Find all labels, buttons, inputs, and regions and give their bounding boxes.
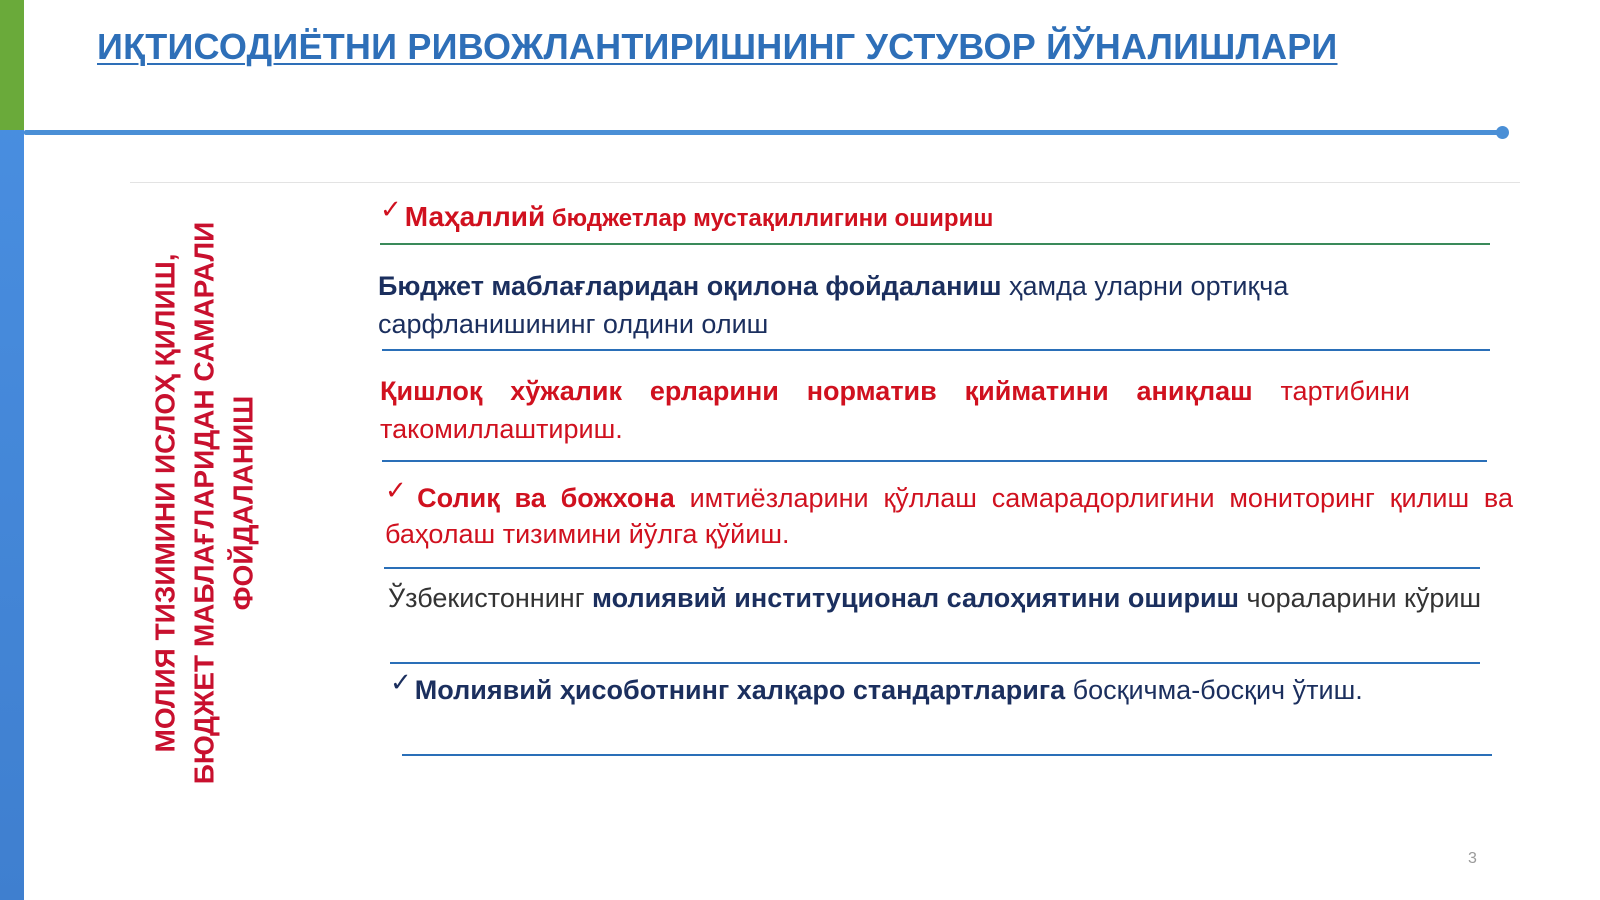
item-4-text: имтиёзларини қўллаш самарадорлигини мониторинг қилиш ва баҳолаш тизимини йўлга қўйиш.: [385, 483, 1513, 549]
priority-item-6: [390, 667, 1490, 709]
item-6-bold: Молиявий ҳисоботнинг халқаро стандартларига: [414, 675, 1066, 705]
separator-3: [382, 460, 1487, 462]
priority-item-3: [380, 372, 1410, 448]
side-heading: МОЛИЯ ТИЗИМИНИ ИСЛОҲ ҚИЛИШ, БЮДЖЕТ МАБЛАҒЛАРИДАН САМАРАЛИ ФОЙДАЛАНИШ: [149, 221, 259, 785]
priority-item-2: [378, 267, 1438, 343]
side-heading-box: [148, 213, 260, 793]
item-1-text: бюджетлар мустақиллигини ошириш: [545, 205, 994, 232]
priority-item-1: [380, 194, 1490, 238]
separator-1: [380, 243, 1490, 245]
left-accent-bar: [0, 0, 24, 900]
title-rule-dot: [1496, 126, 1509, 139]
item-2-text: ҳамда уларни ортиқча сарфланишининг олдини олиш: [378, 271, 1289, 339]
page-number: 3: [1468, 850, 1477, 867]
separator-4: [384, 567, 1480, 569]
item-6-text: босқичма-босқич ўтиш.: [1065, 675, 1363, 705]
slide-title: ИҚТИСОДИЁТНИ РИВОЖЛАНТИРИШНИНГ УСТУВОР ЙЎНАЛИШЛАРИ: [97, 26, 1338, 67]
item-2-bold: Бюджет маблағларидан оқилона фойдаланиш: [378, 271, 1002, 301]
check-icon: ✓: [390, 667, 412, 697]
item-1-lead: Маҳаллий: [404, 201, 546, 232]
item-3-bold: Қишлоқ хўжалик ерларини норматив қийматини аниқлаш: [380, 376, 1253, 406]
item-5-bold: молиявий институционал салоҳиятини ошириш: [592, 583, 1240, 613]
title-underline-rule: [24, 130, 1502, 135]
item-5-text: чораларини кўриш: [1239, 583, 1482, 613]
item-5-lead: Ўзбекистоннинг: [388, 583, 593, 613]
check-icon: ✓: [385, 475, 415, 505]
separator-6: [402, 754, 1492, 756]
check-icon: ✓: [380, 194, 402, 224]
item-3-text: тартибини такомиллаштириш.: [380, 376, 1410, 444]
left-accent-bar-top: [0, 0, 24, 130]
priority-item-5: [388, 580, 1518, 616]
priority-item-4: [385, 475, 1513, 552]
item-4-bold: Солиқ ва божхона: [417, 483, 675, 513]
separator-5: [390, 662, 1480, 664]
content-top-divider: [130, 182, 1520, 183]
separator-2: [382, 349, 1490, 351]
